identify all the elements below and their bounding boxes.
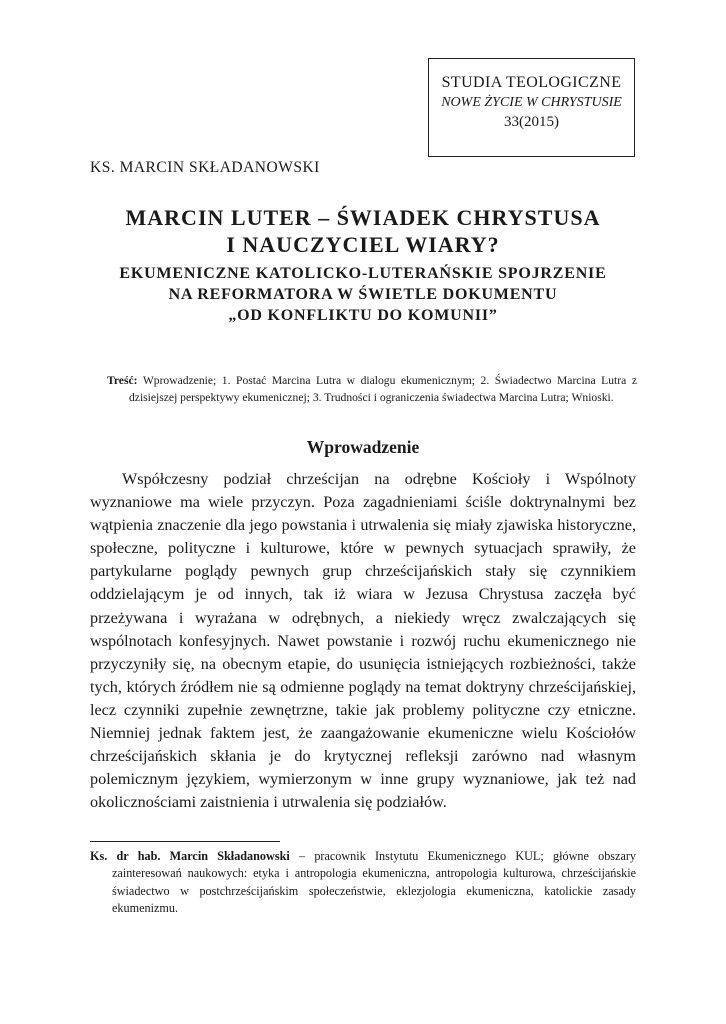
article-subtitle: [90, 263, 636, 326]
author-footnote: [90, 848, 636, 918]
table-of-contents: [107, 372, 637, 406]
subtitle-line-2: NA REFORMATORA W ŚWIETLE DOKUMENTU: [168, 286, 558, 303]
footnote-author: Ks. dr hab. Marcin Składanowski: [90, 849, 290, 863]
journal-subtitle: NOWE ŻYCIE W CHRYSTUSIE: [441, 95, 622, 110]
title-line-2: I NAUCZYCIEL WIARY?: [226, 232, 500, 257]
title-line-1: MARCIN LUTER – ŚWIADEK CHRYSTUSA: [125, 205, 601, 230]
journal-info-box: [428, 58, 635, 157]
footnote-text: – pracownik Instytutu Ekumenicznego KUL; główne obszary zainteresowań naukowych: etyka i antropologia ekumeniczna, antropologia kulturowa, chrześcijańskie świadectwo w postchrześcijańskim społeczeństwie, eklezjologia ekumeniczna, katolickie zasady ekumenizmu.: [112, 849, 637, 916]
paragraph: Współczesny podział chrześcijan na odrębne Kościoły i Wspólnoty wyznaniowe ma wiele przyczyn. Poza zagadnieniami ściśle doktrynalnymi bez wątpienia znaczenie dla jego powstania i utrwalenia się miały zjawiska historyczne, społeczne, polityczne i kulturowe, które w pewnych sytuacjach sprawiły, że partykularne poglądy pewnych grup chrześcijańskich stały się czynnikiem oddzielającym je od innych, tak iż wiara w Jezusa Chrystusa zaczęła być przeżywana i wyrażana w odrębnych, a niekiedy wręcz zwalczających się wspólnotach konfesyjnych. Nawet powstanie i rozwój ruchu ekumenicznego nie przyczyniły się, na obecnym etapie, do usunięcia istniejących rozbieżności, także tych, których źródłem nie są odmienne poglądy na temat doktryny chrześcijańskiej, lecz czynniki zupełnie zewnętrzne, takie jak problemy polityczne czy etniczne. Niemniej jednak faktem jest, że zaangażowanie ekumeniczne wielu Kościołów chrześcijańskich skłania je do krytycznej refleksji zarówno nad własnym polemicznym językiem, wymierzonym w inne grupy wyznaniowe, jak też nad okolicznościami zaistnienia i utrwalenia się podziałów.: [90, 470, 636, 812]
journal-issue: 33(2015): [504, 114, 559, 130]
footnote-divider: [90, 841, 280, 842]
article-title: [90, 204, 636, 258]
subtitle-line-3: „OD KONFLIKTU DO KOMUNII”: [228, 307, 498, 324]
contents-text: Wprowadzenie; 1. Postać Marcina Lutra w dialogu ekumenicznym; 2. Świadectwo Marcina Lutra z dzisiejszej perspektywy ekumenicznej; 3. Trudności i ograniczenia świadectwa Marcina Lutra; Wnioski.: [129, 374, 637, 404]
body-text: [90, 468, 636, 814]
subtitle-line-1: EKUMENICZNE KATOLICKO-LUTERAŃSKIE SPOJRZENIE: [119, 265, 607, 282]
author-name: KS. MARCIN SKŁADANOWSKI: [90, 159, 320, 176]
journal-name: STUDIA TEOLOGICZNE: [441, 74, 622, 91]
section-heading: Wprowadzenie: [306, 437, 420, 457]
contents-label: Treść:: [107, 374, 138, 387]
